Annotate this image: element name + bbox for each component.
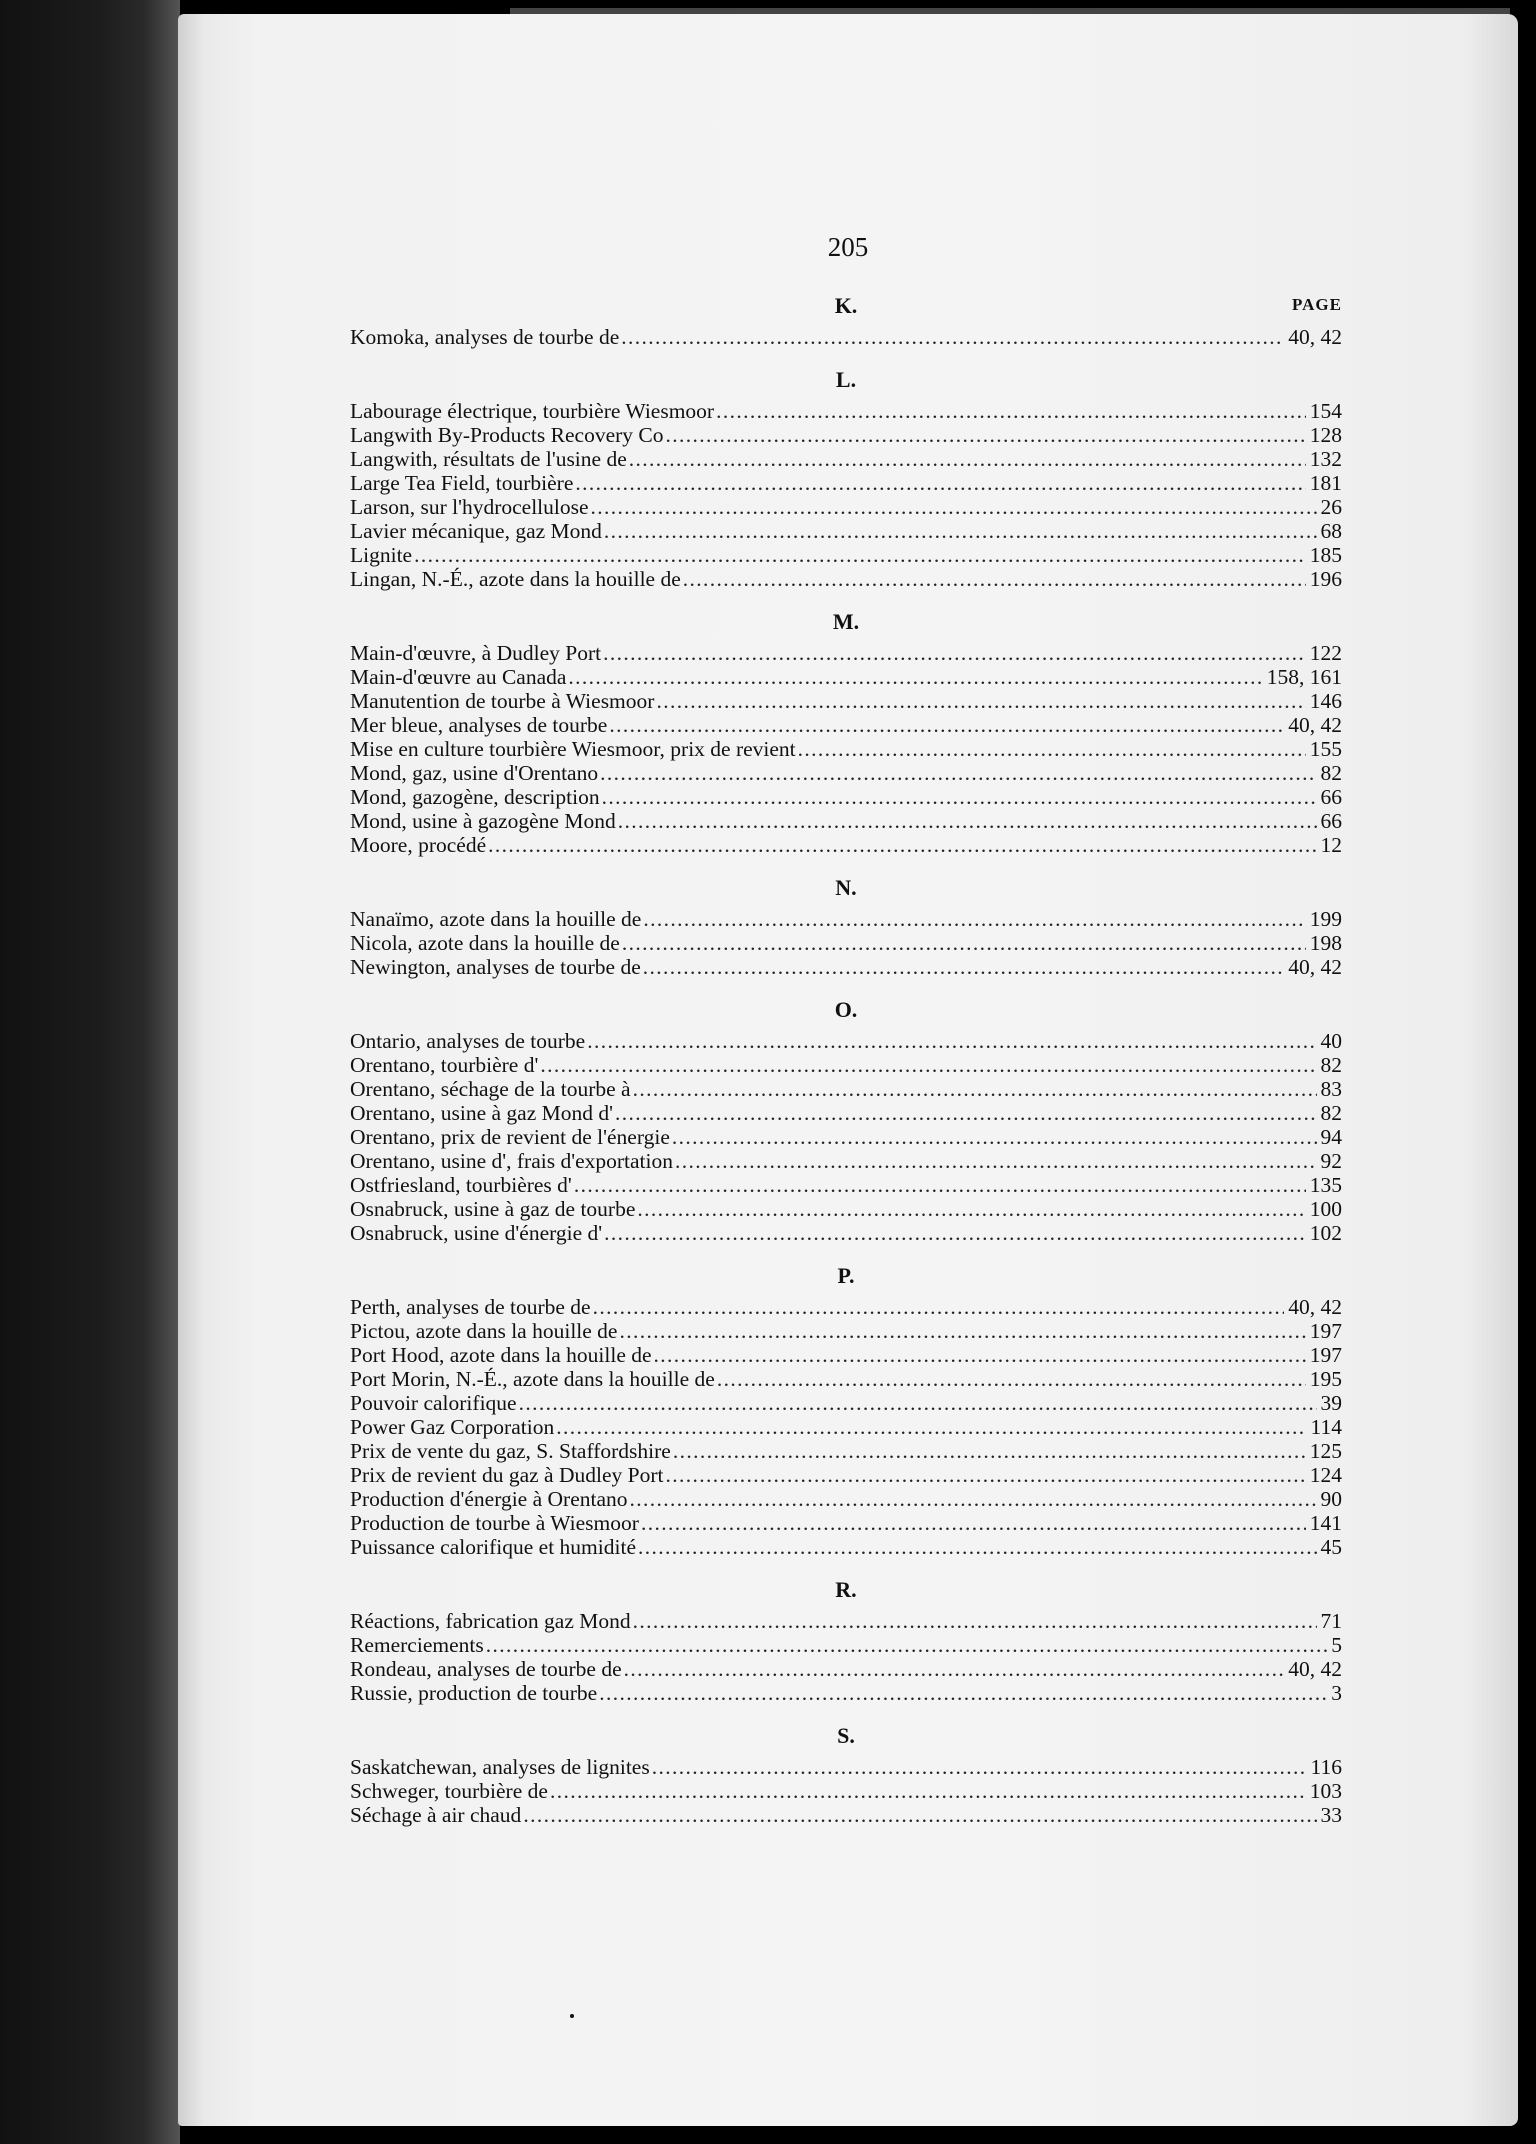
index-term: Ostfriesland, tourbières d' xyxy=(350,1173,572,1197)
index-page-ref: 40 xyxy=(1320,1029,1342,1053)
index-page-ref: 155 xyxy=(1309,737,1342,761)
index-term: Mond, gazogène, description xyxy=(350,785,600,809)
section-letter-heading: P. xyxy=(837,1263,855,1288)
index-page-ref: 40, 42 xyxy=(1288,713,1342,737)
index-page-ref: 195 xyxy=(1309,1367,1342,1391)
index-term: Lignite xyxy=(350,543,413,567)
dot-leader xyxy=(488,833,1316,857)
index-entry xyxy=(350,1029,1342,1053)
index-term: Mer bleue, analyses de tourbe xyxy=(350,713,608,737)
index-term: Moore, procédé xyxy=(350,833,487,857)
dot-leader xyxy=(638,1535,1317,1559)
index-term: Perth, analyses de tourbe de xyxy=(350,1295,591,1319)
index-entry xyxy=(350,809,1342,833)
index-term: Langwith, résultats de l'usine de xyxy=(350,447,627,471)
index-page-ref: 185 xyxy=(1309,543,1342,567)
index-page-ref: 124 xyxy=(1309,1463,1342,1487)
index-term: Orentano, tourbière d' xyxy=(350,1053,539,1077)
index-page-ref: 45 xyxy=(1320,1535,1342,1559)
index-entry xyxy=(350,1755,1342,1779)
index-page-ref: 71 xyxy=(1320,1609,1342,1633)
index-entry xyxy=(350,1391,1342,1415)
index-page-ref: 135 xyxy=(1309,1173,1342,1197)
index-page-ref: 102 xyxy=(1309,1221,1342,1245)
index-page-ref: 141 xyxy=(1309,1511,1342,1535)
index-page-ref: 83 xyxy=(1320,1077,1342,1101)
index-page-ref: 90 xyxy=(1320,1487,1342,1511)
book-spine-edge xyxy=(0,0,180,2144)
index-entry xyxy=(350,399,1342,423)
dot-leader xyxy=(630,1487,1317,1511)
index-term: Main-d'œuvre au Canada xyxy=(350,665,567,689)
index-term: Pouvoir calorifique xyxy=(350,1391,517,1415)
dot-leader xyxy=(568,665,1262,689)
index-term: Komoka, analyses de tourbe de xyxy=(350,325,620,349)
index-entry xyxy=(350,1463,1342,1487)
dot-leader xyxy=(599,1681,1327,1705)
index-page-ref: 26 xyxy=(1320,495,1342,519)
dot-leader xyxy=(556,1415,1306,1439)
dot-leader xyxy=(675,1149,1317,1173)
dot-leader xyxy=(414,543,1306,567)
index-page-ref: 40, 42 xyxy=(1288,1657,1342,1681)
index-page-ref: 40, 42 xyxy=(1288,1295,1342,1319)
dot-leader xyxy=(717,1367,1306,1391)
dot-leader xyxy=(643,907,1305,931)
index-page-ref: 82 xyxy=(1320,1101,1342,1125)
index-page-ref: 92 xyxy=(1320,1149,1342,1173)
index-term: Pictou, azote dans la houille de xyxy=(350,1319,618,1343)
index-page-ref: 181 xyxy=(1309,471,1342,495)
index-term: Mond, usine à gazogène Mond xyxy=(350,809,616,833)
index-page-ref: 40, 42 xyxy=(1288,325,1342,349)
index-entry xyxy=(350,325,1342,349)
index-term: Large Tea Field, tourbière xyxy=(350,471,574,495)
index-section xyxy=(350,605,1342,857)
index-term: Production de tourbe à Wiesmoor xyxy=(350,1511,639,1535)
dot-leader xyxy=(637,1197,1305,1221)
index-entry xyxy=(350,1319,1342,1343)
index-page-ref: 40, 42 xyxy=(1288,955,1342,979)
index-entry xyxy=(350,1173,1342,1197)
dot-leader xyxy=(618,809,1317,833)
index-page-ref: 196 xyxy=(1309,567,1342,591)
index-page-ref: 158, 161 xyxy=(1266,665,1342,689)
index-term: Nanaïmo, azote dans la houille de xyxy=(350,907,642,931)
index-entry xyxy=(350,1053,1342,1077)
index-term: Langwith By-Products Recovery Co xyxy=(350,423,664,447)
index-entry xyxy=(350,833,1342,857)
dot-leader xyxy=(591,495,1317,519)
index-entry xyxy=(350,1657,1342,1681)
index-entry xyxy=(350,1221,1342,1245)
section-letter-heading: M. xyxy=(832,609,860,634)
index-entry xyxy=(350,955,1342,979)
index-term: Port Hood, azote dans la houille de xyxy=(350,1343,652,1367)
dot-leader xyxy=(643,955,1284,979)
index-page-ref: 116 xyxy=(1310,1755,1342,1779)
index-entry xyxy=(350,1295,1342,1319)
dot-leader xyxy=(629,447,1306,471)
index-entry xyxy=(350,1609,1342,1633)
index-term: Schweger, tourbière de xyxy=(350,1779,548,1803)
index-page-ref: 82 xyxy=(1320,761,1342,785)
index-section xyxy=(350,871,1342,979)
index-term: Orentano, usine d', frais d'exportation xyxy=(350,1149,673,1173)
index-page-ref: 66 xyxy=(1320,785,1342,809)
index-entry xyxy=(350,1125,1342,1149)
dot-leader xyxy=(656,689,1305,713)
dot-leader xyxy=(619,1319,1305,1343)
index-page-ref: 3 xyxy=(1331,1681,1342,1705)
index-page-ref: 122 xyxy=(1309,641,1342,665)
index-entry xyxy=(350,1633,1342,1657)
index-section xyxy=(350,1573,1342,1705)
index-page-ref: 5 xyxy=(1331,1633,1342,1657)
index-term: Labourage électrique, tourbière Wiesmoor xyxy=(350,399,715,423)
section-letter-heading: K. xyxy=(834,293,858,318)
index-term: Séchage à air chaud xyxy=(350,1803,522,1827)
section-letter-heading: L. xyxy=(835,367,857,392)
index-entry xyxy=(350,641,1342,665)
index-page-ref: 146 xyxy=(1309,689,1342,713)
dot-leader xyxy=(519,1391,1317,1415)
dot-leader xyxy=(604,1221,1306,1245)
index-page-ref: 197 xyxy=(1309,1343,1342,1367)
dot-leader xyxy=(593,1295,1285,1319)
index-entry xyxy=(350,1101,1342,1125)
index-entry xyxy=(350,1511,1342,1535)
index-entry xyxy=(350,761,1342,785)
index-term: Nicola, azote dans la houille de xyxy=(350,931,620,955)
index-entry xyxy=(350,1779,1342,1803)
index-page-ref: 197 xyxy=(1309,1319,1342,1343)
dot-leader xyxy=(621,325,1284,349)
index-page-ref: 132 xyxy=(1309,447,1342,471)
dot-leader xyxy=(672,1125,1317,1149)
section-letter-heading: O. xyxy=(834,997,858,1022)
index-term: Orentano, usine à gaz Mond d' xyxy=(350,1101,613,1125)
index-page-ref: 100 xyxy=(1309,1197,1342,1221)
index-page-ref: 114 xyxy=(1310,1415,1342,1439)
index-section xyxy=(350,1719,1342,1827)
index-term: Russie, production de tourbe xyxy=(350,1681,598,1705)
index-entry xyxy=(350,1535,1342,1559)
index-entry xyxy=(350,1681,1342,1705)
index-term: Ontario, analyses de tourbe xyxy=(350,1029,586,1053)
index-term: Osnabruck, usine d'énergie d' xyxy=(350,1221,603,1245)
index-term: Rondeau, analyses de tourbe de xyxy=(350,1657,622,1681)
page-number: 205 xyxy=(827,232,869,262)
index-page-ref: 128 xyxy=(1309,423,1342,447)
index-page-ref: 198 xyxy=(1309,931,1342,955)
index-term: Main-d'œuvre, à Dudley Port xyxy=(350,641,602,665)
index-term: Osnabruck, usine à gaz de tourbe xyxy=(350,1197,636,1221)
dot-leader xyxy=(666,423,1306,447)
index-entry xyxy=(350,423,1342,447)
index-entry xyxy=(350,1197,1342,1221)
index-page-ref: 154 xyxy=(1309,399,1342,423)
index-entry xyxy=(350,931,1342,955)
index-entry xyxy=(350,1367,1342,1391)
index-entry xyxy=(350,689,1342,713)
page-speck xyxy=(570,2014,574,2018)
dot-leader xyxy=(486,1633,1328,1657)
index-entry xyxy=(350,665,1342,689)
section-letter-heading: N. xyxy=(835,875,857,900)
dot-leader xyxy=(716,399,1306,423)
dot-leader xyxy=(622,931,1306,955)
dot-leader xyxy=(652,1755,1307,1779)
dot-leader xyxy=(602,785,1317,809)
index-term: Port Morin, N.-É., azote dans la houille de xyxy=(350,1367,715,1391)
dot-leader xyxy=(641,1511,1306,1535)
index-term: Manutention de tourbe à Wiesmoor xyxy=(350,689,655,713)
index-page-ref: 39 xyxy=(1320,1391,1342,1415)
index-term: Saskatchewan, analyses de lignites xyxy=(350,1755,650,1779)
dot-leader xyxy=(654,1343,1306,1367)
dot-leader xyxy=(603,641,1306,665)
index-entry xyxy=(350,713,1342,737)
dot-leader xyxy=(633,1609,1317,1633)
index-term: Production d'énergie à Orentano xyxy=(350,1487,628,1511)
dot-leader xyxy=(523,1803,1316,1827)
dot-leader xyxy=(624,1657,1285,1681)
index-entry xyxy=(350,471,1342,495)
dot-leader xyxy=(615,1101,1317,1125)
index-entry xyxy=(350,519,1342,543)
index-page-ref: 125 xyxy=(1309,1439,1342,1463)
index-page-ref: 199 xyxy=(1309,907,1342,931)
index-sections xyxy=(350,289,1342,1827)
scanned-page xyxy=(178,14,1518,2126)
dot-leader xyxy=(683,567,1306,591)
index-entry xyxy=(350,1803,1342,1827)
index-term: Prix de revient du gaz à Dudley Port xyxy=(350,1463,664,1487)
index-term: Larson, sur l'hydrocellulose xyxy=(350,495,589,519)
index-section xyxy=(350,993,1342,1245)
index-section xyxy=(350,1259,1342,1559)
index-entry xyxy=(350,567,1342,591)
index-page-ref: 82 xyxy=(1320,1053,1342,1077)
index-term: Remerciements xyxy=(350,1633,484,1657)
index-page-ref: 66 xyxy=(1320,809,1342,833)
index-page-ref: 68 xyxy=(1320,519,1342,543)
dot-leader xyxy=(587,1029,1316,1053)
page-column-header: PAGE xyxy=(1292,295,1342,314)
index-entry xyxy=(350,1487,1342,1511)
index-term: Prix de vente du gaz, S. Staffordshire xyxy=(350,1439,671,1463)
index-term: Newington, analyses de tourbe de xyxy=(350,955,641,979)
index-entry xyxy=(350,1439,1342,1463)
index-term: Mise en culture tourbière Wiesmoor, prix de revient xyxy=(350,737,796,761)
index-entry xyxy=(350,447,1342,471)
index-term: Power Gaz Corporation xyxy=(350,1415,555,1439)
index-entry xyxy=(350,495,1342,519)
index-term: Puissance calorifique et humidité xyxy=(350,1535,636,1559)
dot-leader xyxy=(540,1053,1316,1077)
index-term: Orentano, séchage de la tourbe à xyxy=(350,1077,631,1101)
index-page-ref: 103 xyxy=(1309,1779,1342,1803)
dot-leader xyxy=(609,713,1284,737)
dot-leader xyxy=(600,761,1316,785)
index-section xyxy=(350,363,1342,591)
section-letter-heading: S. xyxy=(837,1723,855,1748)
dot-leader xyxy=(575,471,1305,495)
index-page-ref: 33 xyxy=(1320,1803,1342,1827)
dot-leader xyxy=(798,737,1306,761)
dot-leader xyxy=(604,519,1317,543)
index-term: Réactions, fabrication gaz Mond xyxy=(350,1609,631,1633)
index-section xyxy=(350,289,1342,349)
index-entry xyxy=(350,785,1342,809)
index-entry xyxy=(350,1343,1342,1367)
index-entry xyxy=(350,1415,1342,1439)
index-term: Mond, gaz, usine d'Orentano xyxy=(350,761,599,785)
index-term: Lingan, N.-É., azote dans la houille de xyxy=(350,567,681,591)
dot-leader xyxy=(574,1173,1306,1197)
index-entry xyxy=(350,1077,1342,1101)
dot-leader xyxy=(665,1463,1305,1487)
index-term: Orentano, prix de revient de l'énergie xyxy=(350,1125,670,1149)
section-letter-heading: R. xyxy=(835,1577,857,1602)
index-entry xyxy=(350,1149,1342,1173)
index-entry xyxy=(350,737,1342,761)
dot-leader xyxy=(550,1779,1306,1803)
index-page-ref: 12 xyxy=(1320,833,1342,857)
index-entry xyxy=(350,543,1342,567)
index-page-ref: 94 xyxy=(1320,1125,1342,1149)
index-entry xyxy=(350,907,1342,931)
dot-leader xyxy=(633,1077,1317,1101)
index-term: Lavier mécanique, gaz Mond xyxy=(350,519,602,543)
dot-leader xyxy=(673,1439,1306,1463)
index-list xyxy=(350,289,1342,1841)
